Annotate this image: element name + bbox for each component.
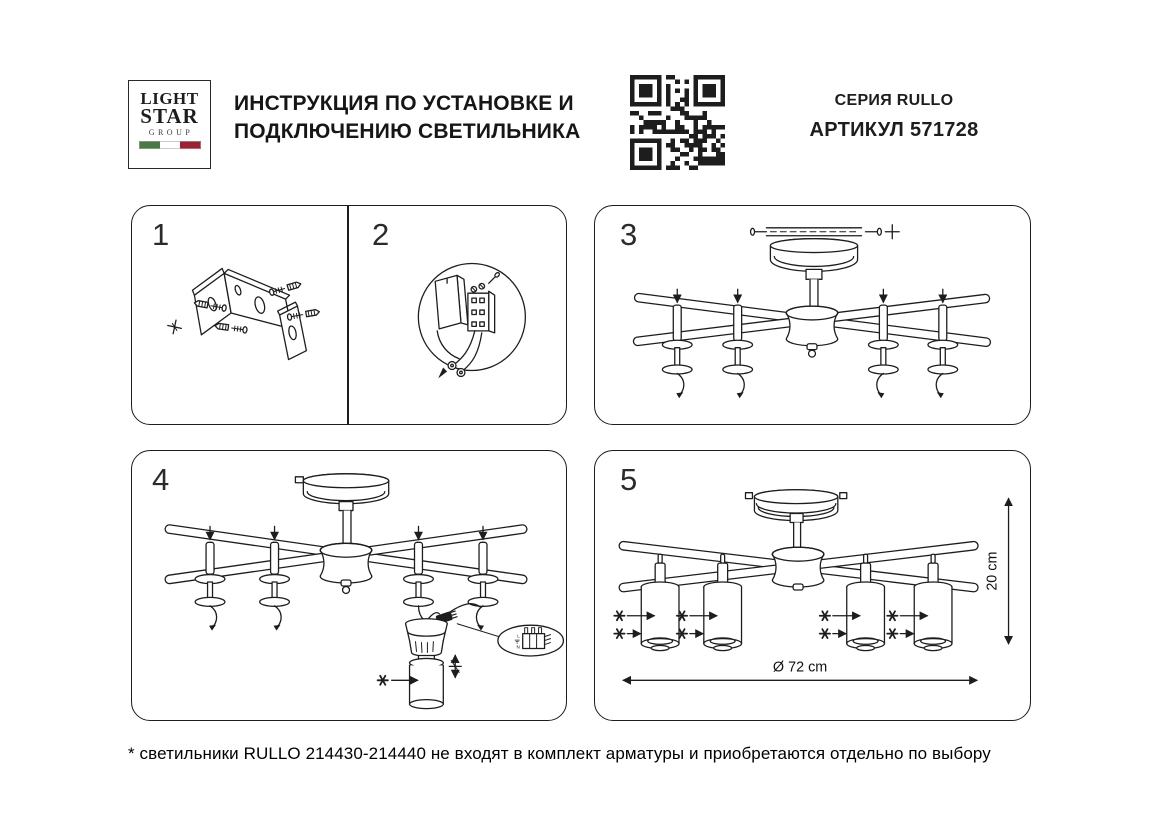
terminal-block [468,272,500,333]
dimension-diameter [623,659,976,680]
product-info [784,92,1004,142]
ceiling-canopy [770,239,857,315]
lamp-holder [468,526,498,630]
italian-flag-icon [139,141,201,149]
lamp-shade-assembly [378,604,499,709]
logo-group: GROUP [148,128,194,137]
logo-star: STAR [140,104,199,128]
ceiling-bar [751,225,900,239]
asterisk-marker [614,629,624,638]
central-hub [772,547,824,590]
height-label: 20 cm [984,551,1001,591]
lamp-holder [195,526,225,630]
step-number-2: 2 [372,217,390,252]
shade-unit [677,554,742,650]
step-number-1: 1 [152,217,170,252]
asterisk-marker [614,611,624,620]
panel-step-4 [131,450,567,721]
shade-unit [614,554,679,650]
central-hub [320,543,372,593]
asterisk-marker [820,611,830,620]
panel-step-1-2 [131,205,567,425]
screw-direction-icon [449,655,461,677]
step2-drawing [348,206,567,424]
qr-code-icon [630,75,725,170]
step-number-3: 3 [620,217,638,252]
step-number-5: 5 [620,462,638,497]
phillips-cross-icon [885,225,899,239]
step1-drawing [132,206,347,424]
panel-step-5 [594,450,1031,721]
asterisk-marker [887,629,897,638]
step-number-4: 4 [152,462,170,497]
article-number: АРТИКУЛ 571728 [809,119,979,141]
ceiling-canopy [295,474,388,544]
asterisk-marker [820,629,830,638]
panel-step-3 [594,205,1031,425]
neutral-label: N [516,644,520,650]
asterisk-marker [378,676,388,685]
lightstar-logo [128,80,211,169]
page-title [234,90,581,146]
line-label: L [517,633,520,639]
footnote: * светильники RULLO 214430-214440 не входят в комплект арматуры и приобретаются отдельно по выбору [128,744,991,763]
series-label: СЕРИЯ RULLO [834,92,954,109]
terminal-detail-circle [498,625,564,656]
phillips-cross-icon [166,319,182,335]
wires [438,331,482,379]
step4-drawing [132,451,566,720]
central-hub [786,306,838,357]
shade-unit [887,554,952,650]
ceiling-box [435,275,468,358]
step3-drawing [595,206,1030,424]
asterisk-marker [887,611,897,620]
title-line-1: ИНСТРУКЦИЯ ПО УСТАНОВКЕ И [234,92,574,115]
ceiling-canopy [745,490,846,554]
dimension-height [985,499,1009,644]
step5-drawing [595,451,1030,720]
logo-light: LIGHT [140,89,199,108]
diameter-label: Ø 72 cm [772,659,828,676]
title-line-2: ПОДКЛЮЧЕНИЮ СВЕТИЛЬНИКА [234,120,581,143]
